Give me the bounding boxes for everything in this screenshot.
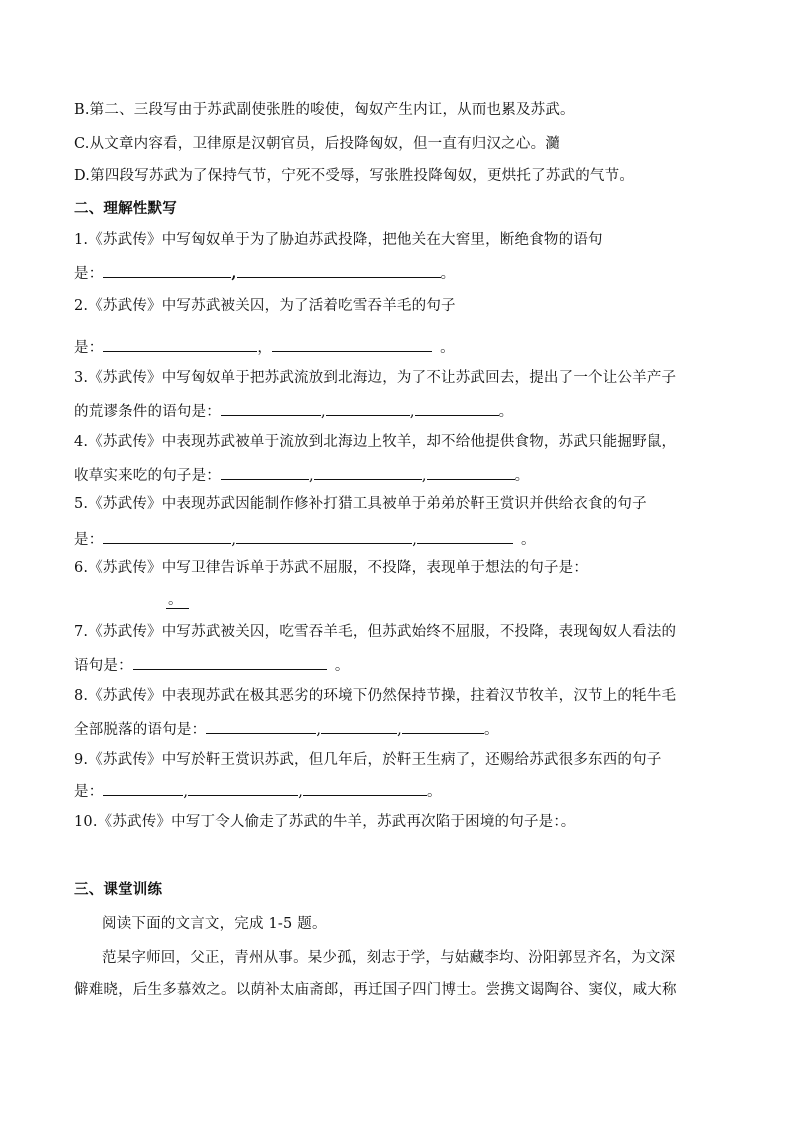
q6-answer-line bbox=[166, 590, 189, 610]
q8-line1: 8.《苏武传》中表现苏武在极其恶劣的环境下仍然保持节操，拄着汉节牧羊，汉节上的牦牛毛 bbox=[74, 688, 677, 704]
q9-prefix: 是： bbox=[74, 784, 104, 800]
q3-prefix: 的荒谬条件的语句是： bbox=[74, 404, 221, 420]
q8-blank-3[interactable] bbox=[402, 718, 484, 734]
passage-line-2: 僻难晓，后生多慕效之。以荫补太庙斋郎，再迁国子四门博士。尝携文谒陶谷、窦仪，咸大称 bbox=[74, 982, 677, 998]
q7-answer-line bbox=[74, 654, 350, 676]
option-b: B.第二、三段写由于苏武副使张胜的唆使，匈奴产生内讧，从而也累及苏武。 bbox=[74, 102, 575, 118]
q9-sep2: , bbox=[298, 784, 304, 800]
q8-end: 。 bbox=[483, 722, 499, 738]
q10-line1: 10.《苏武传》中写丁令人偷走了苏武的牛羊，苏武再次陷于困境的句子是：。 bbox=[74, 814, 576, 830]
q7-end: 。 bbox=[334, 658, 350, 674]
q4-sep1: , bbox=[309, 468, 314, 484]
q2-prefix: 是： bbox=[74, 340, 104, 356]
q5-blank-3[interactable] bbox=[417, 528, 513, 544]
q9-line1: 9.《苏武传》中写於靬王赏识苏武，但几年后，於靬王生病了，还赐给苏武很多东西的句子 bbox=[74, 752, 662, 768]
q3-answer-line bbox=[74, 400, 513, 422]
q8-blank-1[interactable] bbox=[206, 718, 316, 734]
q4-blank-1[interactable] bbox=[221, 464, 309, 480]
q5-prefix: 是： bbox=[74, 532, 104, 548]
q2-line1: 2.《苏武传》中写苏武被关囚，为了活着吃雪吞羊毛的句子 bbox=[74, 298, 456, 314]
passage-line-1: 范杲字师回，父正，青州从事。杲少孤，刻志于学，与姑藏李均、汾阳郭昱齐名，为文深 bbox=[102, 950, 676, 966]
q5-sep2: , bbox=[412, 532, 418, 548]
q8-prefix: 全部脱落的语句是： bbox=[74, 722, 207, 738]
q1-answer-line bbox=[74, 262, 455, 284]
q8-blank-2[interactable] bbox=[321, 718, 397, 734]
q8-sep1: , bbox=[316, 722, 322, 738]
q5-end: 。 bbox=[521, 532, 536, 548]
q3-line1: 3.《苏武传》中写匈奴单于把苏武流放到北海边，为了不让苏武回去，提出了一个让公羊产子 bbox=[74, 370, 677, 386]
q5-blank-2[interactable] bbox=[236, 528, 412, 544]
option-c bbox=[74, 134, 560, 154]
q4-prefix: 收草实来吃的句子是： bbox=[74, 468, 221, 484]
q9-sep1: , bbox=[183, 784, 189, 800]
section3-instruction: 阅读下面的文言文，完成 1-5 题。 bbox=[102, 916, 327, 932]
q3-blank-1[interactable] bbox=[221, 400, 321, 416]
q1-prefix: 是： bbox=[74, 266, 104, 282]
q7-prefix: 语句是： bbox=[74, 658, 133, 674]
q5-line1: 5.《苏武传》中表现苏武因能制作修补打猎工具被单于弟弟於靬王赏识并供给衣食的句子 bbox=[74, 496, 647, 512]
q2-blank-2[interactable] bbox=[272, 336, 432, 352]
q8-sep2: , bbox=[397, 722, 402, 738]
q4-line1: 4.《苏武传》中表现苏武被单于流放到北海边上牧羊，却不给他提供食物，苏武只能掘野鼠， bbox=[74, 434, 677, 450]
q1-line1: 1.《苏武传》中写匈奴单于为了胁迫苏武投降，把他关在大窖里，断绝食物的语句 bbox=[74, 232, 603, 248]
q4-blank-2[interactable] bbox=[314, 464, 422, 480]
q9-answer-line bbox=[74, 780, 442, 802]
q9-blank-2[interactable] bbox=[188, 780, 298, 796]
q5-sep1: , bbox=[231, 532, 237, 548]
q4-blank-3[interactable] bbox=[427, 464, 515, 480]
q4-end: 。 bbox=[514, 468, 530, 484]
q9-blank-1[interactable] bbox=[103, 780, 183, 796]
q7-line1: 7.《苏武传》中写苏武被关囚，吃雪吞羊毛，但苏武始终不屈服，不投降，表现匈奴人看法的 bbox=[74, 624, 677, 640]
q2-end: 。 bbox=[440, 340, 455, 356]
q2-answer-line bbox=[74, 336, 455, 358]
q8-answer-line bbox=[74, 718, 499, 740]
q1-end: 。 bbox=[440, 266, 456, 282]
option-c-mark: 瀡 bbox=[545, 136, 560, 152]
q3-end: 。 bbox=[498, 404, 514, 420]
q5-answer-line bbox=[74, 528, 536, 550]
q9-end: 。 bbox=[427, 784, 442, 800]
q4-sep2: , bbox=[421, 468, 427, 484]
q1-blank-2[interactable] bbox=[237, 262, 441, 278]
option-c-text: C.从文章内容看，卫律原是汉朝官员，后投降匈奴，但一直有归汉之心。 bbox=[74, 136, 546, 152]
q3-sep2: , bbox=[409, 404, 415, 420]
q7-blank-1[interactable] bbox=[133, 654, 327, 670]
q6-line1: 6.《苏武传》中写卫律告诉单于苏武不屈服，不投降，表现单于想法的句子是： bbox=[74, 560, 589, 576]
q9-blank-3[interactable] bbox=[303, 780, 427, 796]
q1-sep: , bbox=[231, 265, 237, 282]
q6-end: 。 bbox=[166, 592, 189, 609]
q2-blank-1[interactable] bbox=[103, 336, 257, 352]
q3-blank-2[interactable] bbox=[326, 400, 410, 416]
q3-blank-3[interactable] bbox=[415, 400, 499, 416]
q2-sep: ， bbox=[257, 340, 273, 356]
option-d: D.第四段写苏武为了保持气节，宁死不受辱，写张胜投降匈奴，更烘托了苏武的气节。 bbox=[74, 168, 635, 184]
q1-blank-1[interactable] bbox=[103, 262, 231, 278]
q3-sep1: , bbox=[321, 404, 326, 420]
q5-blank-1[interactable] bbox=[103, 528, 231, 544]
section3-title: 三、课堂训练 bbox=[74, 882, 163, 898]
q4-answer-line bbox=[74, 464, 529, 486]
section2-title: 二、理解性默写 bbox=[74, 201, 177, 217]
